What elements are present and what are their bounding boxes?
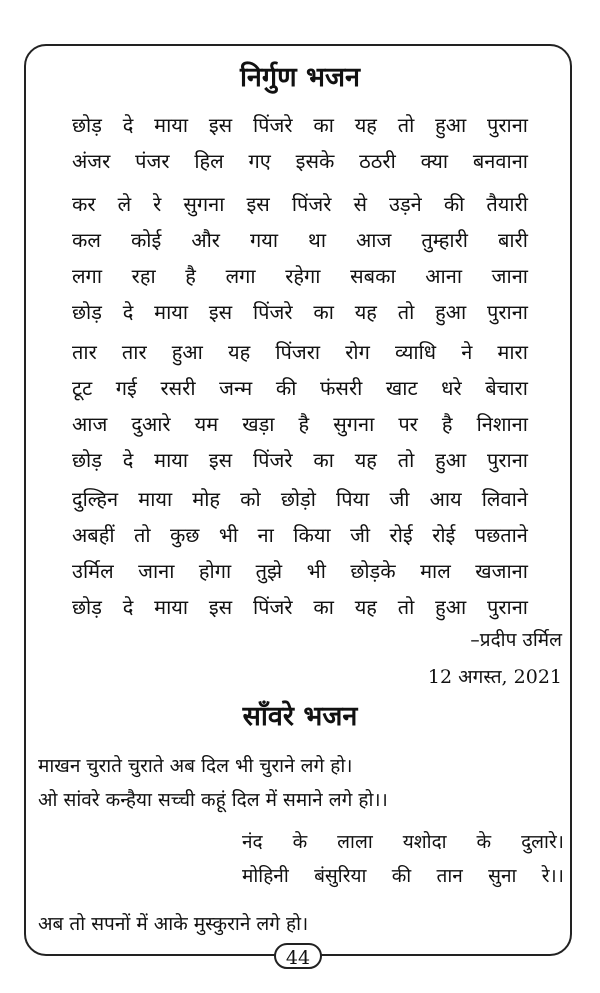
word: की (275, 376, 297, 400)
word: भी (218, 523, 239, 547)
word: पुराना (486, 300, 528, 324)
word: अंजर (72, 149, 111, 173)
stanza-4 (72, 481, 528, 625)
sanvare-bhajan-title: साँवरे भजन (242, 701, 358, 732)
word: के (292, 831, 308, 853)
word: क्या (420, 149, 449, 173)
word: नंद (242, 831, 263, 853)
word: हुआ (435, 300, 467, 324)
word: सुना (488, 865, 517, 887)
verse-line (72, 143, 528, 179)
word: पिया (336, 487, 370, 511)
word: मोह (192, 487, 221, 511)
word: दुल्हिन (72, 487, 119, 511)
bhajan-line-2: ओ सांवरे कन्हैया सच्ची कहूं दिल में समाने लगे हो।। (38, 789, 388, 811)
word: छोड़के (350, 559, 396, 583)
word: तार (121, 340, 147, 364)
verse-line (72, 589, 528, 625)
word: छोड़ (72, 595, 102, 619)
word: पंजर (135, 149, 170, 173)
word: की (443, 192, 465, 216)
word: की (391, 865, 412, 887)
word: पिंजरे (252, 113, 293, 137)
word: लिवाने (481, 487, 528, 511)
word: उर्मिल (72, 559, 114, 583)
word: रे (153, 192, 162, 216)
word: पिंजरे (252, 300, 293, 324)
word: निशाना (476, 412, 528, 436)
verse-line (72, 517, 528, 553)
verse-line (72, 370, 528, 406)
page-number: 44 (274, 943, 322, 969)
word: था (308, 228, 327, 252)
word: हुआ (435, 448, 467, 472)
word: के (476, 831, 492, 853)
word: फंसरी (320, 376, 363, 400)
word: कोई (130, 228, 162, 252)
word: खड़ा (242, 412, 275, 436)
word: छोड़ो (280, 487, 316, 511)
word: पुराना (486, 448, 528, 472)
word: इस (246, 192, 270, 216)
verse-line (72, 553, 528, 589)
word: पिंजरा (275, 340, 321, 364)
word: जाना (491, 264, 528, 288)
word: तुम्हारी (421, 228, 468, 252)
word: बारी (497, 228, 528, 252)
word: से (353, 192, 367, 216)
word: लगा (225, 264, 256, 288)
word: है (441, 412, 453, 436)
word: रहा (131, 264, 156, 288)
verse-line (72, 222, 528, 258)
word: किया (293, 523, 331, 547)
word: तो (397, 448, 415, 472)
word: तुझे (255, 559, 283, 583)
word: पछताने (474, 523, 528, 547)
word: माया (154, 448, 189, 472)
verse-line (72, 107, 528, 143)
word: रसरी (160, 376, 196, 400)
page-number-wrap (24, 943, 572, 969)
word: सबका (350, 264, 396, 288)
word: जी (389, 487, 410, 511)
word: माया (138, 487, 173, 511)
word: इस (208, 448, 233, 472)
bhajan-line-4 (242, 862, 564, 890)
word: जाना (138, 559, 175, 583)
word: का (313, 113, 334, 137)
word: पुराना (486, 113, 528, 137)
word: है (185, 264, 196, 288)
bhajan-line-1: माखन चुराते चुराते अब दिल भी चुराने लगे हो। (38, 755, 353, 777)
word: मारा (497, 340, 528, 364)
word: कर (72, 192, 96, 216)
word: बनवाना (472, 149, 528, 173)
word: छोड़ (72, 448, 102, 472)
word: यह (354, 113, 377, 137)
word: पिंजरे (252, 448, 293, 472)
word: छोड़ (72, 113, 102, 137)
word: कल (72, 228, 101, 252)
word: दे (122, 595, 134, 619)
verse-line (72, 258, 528, 294)
word: का (313, 300, 334, 324)
word: दे (122, 300, 134, 324)
author-credit: –प्रदीप उर्मिल (470, 629, 562, 651)
word: रोग (345, 340, 370, 364)
word: हुआ (435, 595, 467, 619)
word: तार (72, 340, 97, 364)
word: मोहिनी (242, 865, 289, 887)
word: है (298, 412, 310, 436)
word: माल (420, 559, 451, 583)
verse-line (72, 442, 528, 478)
word: पिंजरे (252, 595, 293, 619)
word: पिंजरे (291, 192, 332, 216)
word: अबहीं (72, 523, 115, 547)
word: दे (122, 113, 134, 137)
word: बंसुरिया (314, 865, 367, 887)
date: 12 अगस्त, 2021 (427, 666, 562, 688)
word: तो (397, 595, 415, 619)
word: सुगना (333, 412, 375, 436)
word: को (240, 487, 261, 511)
word: सुगना (183, 192, 225, 216)
word: धरे (441, 376, 462, 400)
word: व्याधि (394, 340, 437, 364)
word: तो (397, 300, 415, 324)
word: गए (248, 149, 271, 173)
word: गई (115, 376, 137, 400)
word: माया (154, 300, 189, 324)
word: माया (154, 595, 189, 619)
word: ना (257, 523, 274, 547)
word: तान (436, 865, 463, 887)
word: तो (133, 523, 151, 547)
word: हिल (194, 149, 224, 173)
word: इस (208, 595, 233, 619)
bhajan-line-5: अब तो सपनों में आके मुस्कुराने लगे हो। (38, 913, 309, 935)
word: दुआरे (131, 412, 171, 436)
stanza-3 (72, 334, 528, 478)
word: आज (356, 228, 392, 252)
word: आना (425, 264, 463, 288)
word: आय (429, 487, 462, 511)
word: यह (354, 448, 377, 472)
word: हुआ (435, 113, 467, 137)
word: रोई (389, 523, 413, 547)
verse-line (72, 481, 528, 517)
word: होगा (198, 559, 232, 583)
word: पर (398, 412, 418, 436)
word: तो (397, 113, 415, 137)
word: रे।। (541, 865, 564, 887)
word: माया (154, 113, 189, 137)
word: रोई (432, 523, 456, 547)
word: भी (306, 559, 326, 583)
word: टूट (72, 376, 93, 400)
word: का (313, 448, 334, 472)
word: जन्म (219, 376, 253, 400)
word: कुछ (170, 523, 200, 547)
verse-line (72, 406, 528, 442)
word: हुआ (171, 340, 203, 364)
word: यह (354, 300, 377, 324)
word: जी (350, 523, 371, 547)
word: दे (122, 448, 134, 472)
word: यम (194, 412, 219, 436)
word: आज (72, 412, 108, 436)
verse-line (72, 294, 528, 330)
word: तैयारी (486, 192, 528, 216)
verse-line (72, 334, 528, 370)
verse-line (72, 186, 528, 222)
nirgun-bhajan-title: निर्गुण भजन (239, 62, 361, 93)
word: खजाना (475, 559, 528, 583)
bhajan-line-3 (242, 828, 564, 856)
word: ठठरी (359, 149, 396, 173)
word: इस (208, 300, 233, 324)
stanza-2 (72, 186, 528, 330)
word: ले (117, 192, 132, 216)
word: इसके (295, 149, 335, 173)
stanza-1 (72, 107, 528, 179)
word: बेचारा (485, 376, 528, 400)
word: लाला (337, 831, 373, 853)
word: यह (227, 340, 251, 364)
word: गया (249, 228, 279, 252)
word: छोड़ (72, 300, 102, 324)
word: उड़ने (389, 192, 422, 216)
word: यशोदा (402, 831, 447, 853)
word: रहेगा (285, 264, 321, 288)
word: और (191, 228, 220, 252)
word: खाट (385, 376, 418, 400)
word: इस (208, 113, 233, 137)
word: पुराना (486, 595, 528, 619)
word: दुलारे। (521, 831, 564, 853)
word: यह (354, 595, 377, 619)
word: ने (461, 340, 473, 364)
word: का (313, 595, 334, 619)
word: लगा (72, 264, 102, 288)
